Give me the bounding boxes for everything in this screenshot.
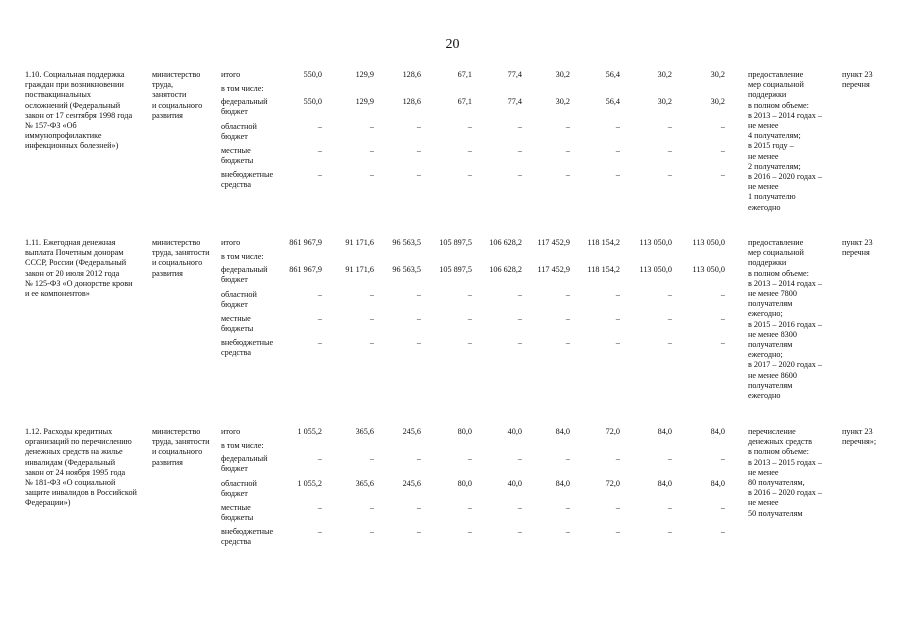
funding-value: –	[615, 314, 620, 323]
funding-source-label: итого	[221, 427, 241, 436]
funding-value: 30,2	[657, 70, 672, 79]
funding-value: 80,0	[457, 427, 472, 436]
funding-value: –	[615, 290, 620, 299]
funding-value: 105 897,5	[439, 265, 472, 274]
funding-value: –	[565, 170, 570, 179]
page-number: 20	[445, 37, 460, 52]
funding-value: –	[720, 503, 725, 512]
funding-value: 106 628,2	[489, 238, 522, 247]
funding-value: –	[565, 454, 570, 463]
funding-value: –	[416, 146, 421, 155]
funding-value: 118 154,2	[587, 265, 620, 274]
funding-value: 72,0	[605, 427, 620, 436]
funding-value: –	[667, 527, 672, 536]
funding-value: –	[667, 454, 672, 463]
funding-value: –	[416, 338, 421, 347]
funding-value: 128,6	[402, 70, 421, 79]
funding-value: –	[317, 503, 322, 512]
funding-value: 56,4	[605, 70, 620, 79]
funding-value: –	[369, 527, 374, 536]
funding-source-label: местные бюджеты	[221, 146, 254, 166]
funding-value: –	[317, 122, 322, 131]
funding-value: –	[667, 146, 672, 155]
funding-value: –	[467, 170, 472, 179]
funding-value: 113 050,0	[692, 265, 725, 274]
funding-value: –	[667, 290, 672, 299]
funding-value: –	[667, 503, 672, 512]
funding-source-label: федеральный бюджет	[221, 454, 268, 474]
list-reference: пункт 23 перечня	[842, 238, 873, 258]
funding-value: 30,2	[710, 70, 725, 79]
executor: министерство труда, занятости и социального развития	[152, 427, 210, 467]
funding-value: –	[467, 527, 472, 536]
list-reference: пункт 23 перечня	[842, 70, 873, 90]
funding-value: –	[565, 290, 570, 299]
funding-source-label: итого	[221, 70, 241, 79]
funding-source-label: внебюджетные средства	[221, 338, 274, 358]
funding-value: 861 967,9	[289, 238, 322, 247]
funding-value: 1 055,2	[297, 479, 322, 488]
funding-source-label: в том числе:	[221, 441, 264, 450]
funding-value: 245,6	[402, 479, 421, 488]
funding-value: 30,2	[710, 97, 725, 106]
funding-value: –	[565, 314, 570, 323]
funding-value: 84,0	[657, 479, 672, 488]
funding-value: –	[467, 290, 472, 299]
funding-value: –	[369, 146, 374, 155]
funding-value: 84,0	[555, 427, 570, 436]
funding-value: 129,9	[355, 70, 374, 79]
funding-value: –	[517, 170, 522, 179]
funding-value: –	[720, 338, 725, 347]
funding-value: 91 171,6	[345, 238, 374, 247]
funding-value: –	[517, 454, 522, 463]
funding-value: 77,4	[507, 70, 522, 79]
funding-value: –	[720, 454, 725, 463]
funding-value: –	[517, 338, 522, 347]
funding-value: 40,0	[507, 479, 522, 488]
funding-value: 365,6	[355, 479, 374, 488]
funding-value: 84,0	[710, 427, 725, 436]
funding-value: 72,0	[605, 479, 620, 488]
funding-source-label: областной бюджет	[221, 479, 257, 499]
funding-value: 113 050,0	[639, 265, 672, 274]
funding-value: –	[517, 290, 522, 299]
funding-value: –	[615, 170, 620, 179]
funding-value: –	[667, 338, 672, 347]
funding-source-label: в том числе:	[221, 252, 264, 261]
funding-value: 1 055,2	[297, 427, 322, 436]
funding-value: –	[565, 527, 570, 536]
funding-value: 80,0	[457, 479, 472, 488]
funding-value: –	[317, 146, 322, 155]
funding-value: –	[416, 170, 421, 179]
funding-value: 118 154,2	[587, 238, 620, 247]
funding-value: 117 452,9	[537, 265, 570, 274]
funding-value: 56,4	[605, 97, 620, 106]
funding-value: –	[615, 338, 620, 347]
funding-value: 84,0	[710, 479, 725, 488]
funding-value: 77,4	[507, 97, 522, 106]
funding-value: 91 171,6	[345, 265, 374, 274]
funding-value: –	[517, 527, 522, 536]
funding-value: 550,0	[303, 70, 322, 79]
funding-value: 113 050,0	[639, 238, 672, 247]
funding-value: –	[467, 503, 472, 512]
funding-value: –	[369, 170, 374, 179]
executor: министерство труда, занятости и социального развития	[152, 70, 203, 120]
funding-source-label: федеральный бюджет	[221, 265, 268, 285]
funding-source-label: итого	[221, 238, 241, 247]
funding-value: –	[720, 122, 725, 131]
funding-value: 861 967,9	[289, 265, 322, 274]
funding-value: 67,1	[457, 70, 472, 79]
funding-source-label: внебюджетные средства	[221, 527, 274, 547]
funding-value: –	[467, 146, 472, 155]
funding-value: 96 563,5	[392, 265, 421, 274]
funding-source-label: федеральный бюджет	[221, 97, 268, 117]
funding-value: –	[317, 170, 322, 179]
funding-value: –	[369, 314, 374, 323]
funding-source-label: местные бюджеты	[221, 503, 254, 523]
funding-value: 84,0	[657, 427, 672, 436]
funding-value: –	[565, 146, 570, 155]
funding-value: –	[416, 290, 421, 299]
funding-value: –	[667, 314, 672, 323]
funding-source-label: местные бюджеты	[221, 314, 254, 334]
funding-value: –	[317, 314, 322, 323]
funding-value: 30,2	[657, 97, 672, 106]
funding-value: –	[317, 290, 322, 299]
funding-value: –	[720, 290, 725, 299]
funding-value: –	[416, 527, 421, 536]
funding-value: –	[416, 314, 421, 323]
funding-value: 129,9	[355, 97, 374, 106]
funding-value: 67,1	[457, 97, 472, 106]
funding-value: –	[615, 454, 620, 463]
funding-value: 30,2	[555, 70, 570, 79]
list-reference: пункт 23 перечня»;	[842, 427, 877, 447]
funding-value: –	[517, 122, 522, 131]
funding-value: –	[615, 146, 620, 155]
expected-result: предоставление мер социальной поддержки в полном объеме: в 2013 – 2014 годах – не менее 4 получателям; в 2015 году – не менее 2 получателям; в 2016 – 2020 годах – не менее 1 получателю ежегодно	[748, 70, 822, 212]
funding-value: 84,0	[555, 479, 570, 488]
funding-value: 550,0	[303, 97, 322, 106]
expected-result: предоставление мер социальной поддержки в полном объеме: в 2013 – 2014 годах – не менее 7800 получателям ежегодно; в 2015 – 2016 годах – не менее 8300 получателям ежегодно; в 2017 – 2020 годах – не менее 8600 получателям ежегодно	[748, 238, 822, 401]
funding-source-label: внебюджетные средства	[221, 170, 274, 190]
funding-value: 245,6	[402, 427, 421, 436]
funding-value: –	[720, 170, 725, 179]
funding-value: –	[467, 338, 472, 347]
funding-value: –	[416, 503, 421, 512]
funding-value: –	[667, 122, 672, 131]
funding-value: –	[369, 503, 374, 512]
funding-value: –	[720, 146, 725, 155]
funding-value: –	[565, 503, 570, 512]
funding-value: 117 452,9	[537, 238, 570, 247]
measure-title: 1.11. Ежегодная денежная выплата Почетным донорам СССР, России (Федеральный закон от 20 июля 2012 года № 125-ФЗ «О донорстве крови и ее компонентов»	[25, 238, 133, 299]
funding-value: 106 628,2	[489, 265, 522, 274]
expected-result: перечисление денежных средств в полном объеме: в 2013 – 2015 годах – не менее 80 получателям, в 2016 – 2020 годах – не менее 50 получателям	[748, 427, 822, 518]
funding-value: 96 563,5	[392, 238, 421, 247]
funding-source-label: областной бюджет	[221, 122, 257, 142]
funding-value: –	[517, 314, 522, 323]
funding-value: –	[416, 122, 421, 131]
funding-value: –	[369, 454, 374, 463]
funding-value: –	[369, 338, 374, 347]
funding-value: –	[467, 454, 472, 463]
funding-value: –	[467, 314, 472, 323]
funding-value: –	[369, 122, 374, 131]
funding-value: –	[615, 122, 620, 131]
funding-value: –	[369, 290, 374, 299]
funding-value: –	[317, 338, 322, 347]
funding-value: 105 897,5	[439, 238, 472, 247]
measure-title: 1.10. Социальная поддержка граждан при возникновении поствакцинальных осложнений (Федеральный закон от 17 сентября 1998 года № 157-ФЗ «Об иммунопрофилактике инфекционных болезней»)	[25, 70, 133, 151]
funding-value: –	[317, 527, 322, 536]
funding-value: –	[720, 314, 725, 323]
funding-value: –	[517, 503, 522, 512]
funding-value: –	[565, 338, 570, 347]
funding-value: –	[667, 170, 672, 179]
funding-value: 40,0	[507, 427, 522, 436]
funding-value: –	[615, 527, 620, 536]
funding-value: 30,2	[555, 97, 570, 106]
funding-value: –	[317, 454, 322, 463]
executor: министерство труда, занятости и социального развития	[152, 238, 210, 278]
funding-value: –	[467, 122, 472, 131]
funding-value: 128,6	[402, 97, 421, 106]
funding-value: –	[615, 503, 620, 512]
funding-value: –	[517, 146, 522, 155]
funding-value: –	[416, 454, 421, 463]
funding-value: 113 050,0	[692, 238, 725, 247]
measure-title: 1.12. Расходы кредитных организаций по перечислению денежных средств на жилье инвалидам (Федеральный закон от 24 ноября 1995 года № 181-ФЗ «О социальной защите инвалидов в Российской Федерации»)	[25, 427, 137, 508]
funding-value: 365,6	[355, 427, 374, 436]
funding-value: –	[565, 122, 570, 131]
funding-value: –	[720, 527, 725, 536]
funding-source-label: в том числе:	[221, 84, 264, 93]
funding-source-label: областной бюджет	[221, 290, 257, 310]
